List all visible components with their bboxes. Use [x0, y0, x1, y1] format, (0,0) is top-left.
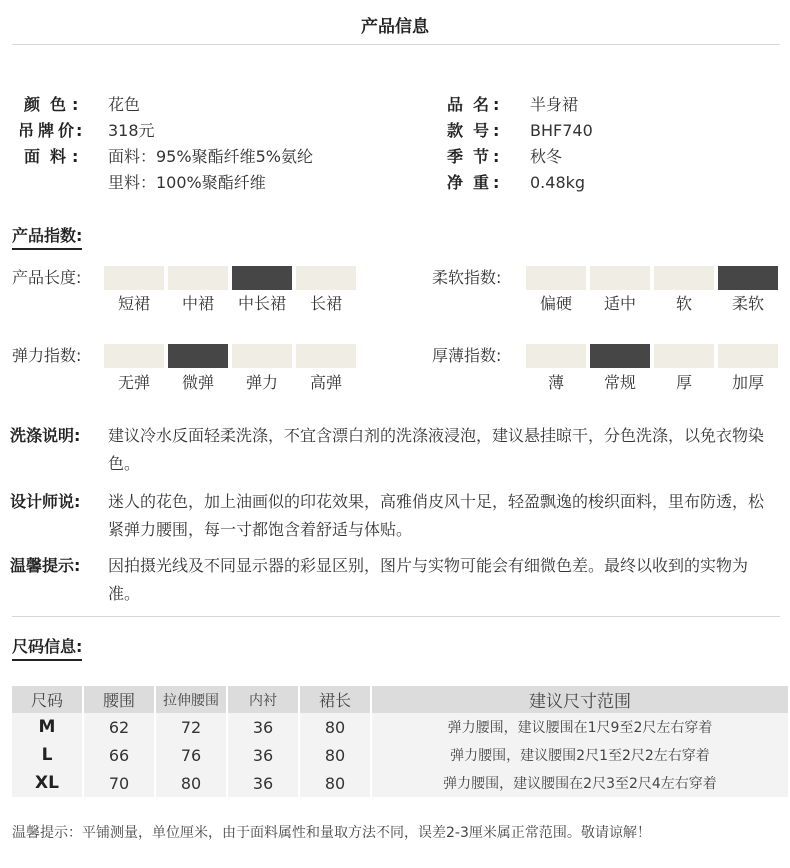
designer-notes-text: 迷人的花色，加上油画似的印花效果，高雅俏皮风十足，轻盈飘逸的梭织面料，里布防透，松紧弹力腰围，每一寸都饱含着舒适与体贴。: [108, 492, 765, 539]
index-option-elasticity-1: 微弹: [181, 373, 214, 392]
length-cell: 80: [300, 741, 370, 769]
info-weight-value: 0.48kg: [530, 173, 586, 192]
waist-cell: 66: [84, 741, 154, 769]
length-cell: 80: [300, 769, 370, 797]
index-option-thickness-2: 厚: [675, 373, 692, 392]
index-box-length-0: [104, 266, 164, 290]
info-color-value: 花色: [108, 95, 141, 114]
table-row: [12, 741, 788, 769]
lining-cell: 36: [228, 713, 298, 741]
warm-tips-text: 因拍摄光线及不同显示器的彩显区别，图片与实物可能会有细微色差。最终以收到的实物为准。: [108, 556, 749, 603]
info-color-key: 颜色: [24, 95, 66, 114]
index-box-thickness-1: [590, 344, 650, 368]
index-label-thickness: 厚薄指数:: [432, 346, 502, 365]
recommendation-cell: 弹力腰围，建议腰围在1尺9至2尺左右穿着: [372, 713, 788, 741]
size-header-length: 裙长: [300, 686, 370, 713]
index-option-elasticity-2: 弹力: [245, 373, 278, 392]
stretch-waist-cell: 80: [156, 769, 226, 797]
info-fabric-sep: :: [72, 147, 79, 166]
index-box-thickness-0: [526, 344, 586, 368]
index-option-softness-0: 偏硬: [539, 294, 572, 313]
lining-cell: 36: [228, 769, 298, 797]
designer-notes-key: 设计师说:: [10, 492, 81, 511]
table-row: [12, 713, 788, 741]
washing-instructions-key: 洗涤说明:: [10, 426, 81, 445]
size-divider: [12, 616, 780, 617]
waist-cell: 70: [84, 769, 154, 797]
index-option-thickness-0: 薄: [547, 373, 564, 392]
index-option-softness-1: 适中: [603, 294, 636, 313]
recommendation-cell: 弹力腰围，建议腰围2尺1至2尺2左右穿着: [372, 741, 788, 769]
index-box-length-1: [168, 266, 228, 290]
info-weight-key: 净重: [447, 173, 489, 192]
index-option-thickness-1: 常规: [603, 373, 636, 392]
title-divider: [12, 44, 780, 45]
table-row: [12, 769, 788, 797]
index-option-softness-2: 软: [675, 294, 692, 313]
info-name-key: 品名: [447, 95, 489, 114]
info-style-no-key: 款号: [447, 121, 489, 140]
index-box-elasticity-0: [104, 344, 164, 368]
size-cell: XL: [12, 769, 82, 797]
index-box-softness-0: [526, 266, 586, 290]
size-table: [10, 686, 790, 797]
size-header-size: 尺码: [12, 686, 82, 713]
index-heading: 产品指数:: [12, 226, 82, 250]
info-season-key: 季节: [447, 147, 489, 166]
index-option-softness-3: 柔软: [731, 294, 764, 313]
index-option-elasticity-3: 高弹: [309, 373, 342, 392]
page-title: 产品信息: [361, 17, 429, 37]
size-cell: L: [12, 741, 82, 769]
size-header-recommendation: 建议尺寸范围: [372, 686, 788, 713]
index-label-softness: 柔软指数:: [432, 268, 502, 287]
index-box-thickness-2: [654, 344, 714, 368]
index-label-length: 产品长度:: [12, 268, 82, 287]
index-box-softness-2: [654, 266, 714, 290]
info-style-no-sep: :: [493, 121, 500, 140]
info-fabric-value: 面料：95%聚酯纤维5%氨纶: [108, 147, 313, 166]
index-box-elasticity-2: [232, 344, 292, 368]
stretch-waist-cell: 76: [156, 741, 226, 769]
info-price-sep: :: [76, 121, 83, 140]
index-label-elasticity: 弹力指数:: [12, 346, 82, 365]
info-season-value: 秋冬: [530, 147, 563, 166]
size-header-lining: 内衬: [228, 686, 298, 713]
index-box-softness-1: [590, 266, 650, 290]
designer-notes: [0, 488, 790, 544]
index-box-length-3: [296, 266, 356, 290]
info-style-no-value: BHF740: [530, 121, 593, 140]
size-table-header: [12, 686, 788, 713]
stretch-waist-cell: 72: [156, 713, 226, 741]
index-option-length-1: 中裙: [181, 294, 214, 313]
size-header-stretch-waist: 拉伸腰围: [156, 686, 226, 713]
info-weight-sep: :: [493, 173, 500, 192]
index-box-softness-3: [718, 266, 778, 290]
info-name-sep: :: [493, 95, 500, 114]
info-price-value: 318元: [108, 121, 155, 140]
index-box-length-2: [232, 266, 292, 290]
waist-cell: 62: [84, 713, 154, 741]
info-season-sep: :: [493, 147, 500, 166]
recommendation-cell: 弹力腰围，建议腰围在2尺3至2尺4左右穿着: [372, 769, 788, 797]
washing-instructions: [0, 422, 790, 478]
info-price-key: 吊牌价: [18, 121, 74, 140]
index-box-elasticity-3: [296, 344, 356, 368]
index-option-length-2: 中长裙: [237, 294, 286, 313]
footer-note: 温馨提示：平铺测量，单位厘米，由于面料属性和量取方法不同，误差2-3厘米属正常范围。敬请谅解！: [12, 825, 651, 841]
index-box-thickness-3: [718, 344, 778, 368]
length-cell: 80: [300, 713, 370, 741]
index-option-length-3: 长裙: [309, 294, 342, 313]
index-box-elasticity-1: [168, 344, 228, 368]
lining-cell: 36: [228, 741, 298, 769]
size-header-waist: 腰围: [84, 686, 154, 713]
info-name-value: 半身裙: [530, 95, 579, 114]
info-fabric-key: 面料: [24, 147, 66, 166]
size-cell: M: [12, 713, 82, 741]
info-color-sep: :: [72, 95, 79, 114]
info-lining-value: 里料：100%聚酯纤维: [108, 173, 266, 192]
washing-instructions-text: 建议冷水反面轻柔洗涤，不宜含漂白剂的洗涤液浸泡，建议悬挂晾干，分色洗涤，以免衣物染色。: [108, 426, 765, 473]
index-option-length-0: 短裙: [117, 294, 150, 313]
index-option-thickness-3: 加厚: [731, 373, 764, 392]
index-option-elasticity-0: 无弹: [117, 373, 150, 392]
warm-tips-key: 温馨提示:: [10, 556, 81, 575]
size-heading: 尺码信息:: [12, 637, 82, 661]
warm-tips: [0, 552, 790, 608]
